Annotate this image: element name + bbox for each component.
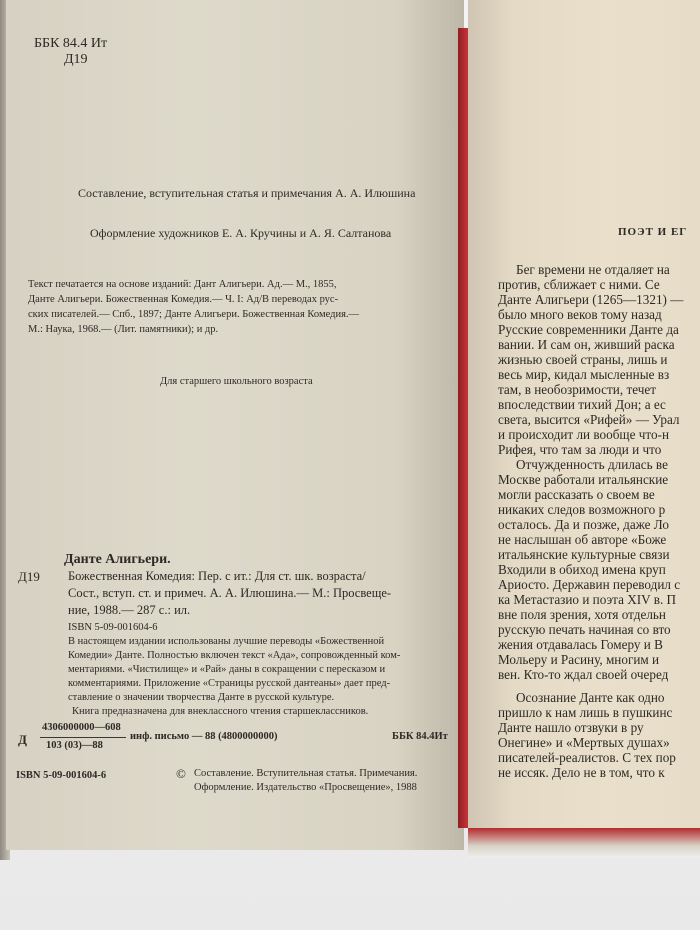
text-line: вании. И сам он, живший раска [498, 337, 675, 352]
text-line: ка Метастазио и поэта XIV в. П [498, 592, 677, 607]
text-line: против, сближает с ними. Се [498, 277, 660, 292]
text-line: пришло к нам лишь в пушкинс [498, 705, 673, 720]
formula-denominator: 103 (03)—88 [46, 740, 103, 751]
text-line: русскую печать начиная со вто [498, 622, 671, 637]
text-line: Бег времени не отдаляет на [516, 262, 670, 277]
chapter-heading: ПОЭТ И ЕГ [618, 226, 688, 238]
text-line: там, в необозримости, течет [498, 382, 656, 397]
text-line: не наслышан об авторе «Боже [498, 532, 667, 547]
text-line: Отчужденность длилась ве [516, 457, 668, 472]
text-line: никаких следов возможного р [498, 502, 666, 517]
text-line: вен. Кто-то ждал своей очеред [498, 667, 669, 682]
text-line: Входили в обиход имена круп [498, 562, 666, 577]
left-page [6, 0, 464, 850]
formula-info: инф. письмо — 88 (4800000000) [130, 731, 278, 742]
text-line: Мольеру и Расину, многим и [498, 652, 660, 667]
text-line: вне поля зрения, хотя отдельн [498, 607, 666, 622]
annotation-line: ментариями. «Чистилище» и «Рай» даны в сокращении с пересказом и [68, 664, 386, 675]
annotation-line: В настоящем издании использованы лучшие переводы «Божественной [68, 636, 385, 647]
text-line: Данте Алигьери (1265—1321) — [498, 292, 684, 307]
isbn-bottom: ISBN 5-09-001604-6 [16, 770, 107, 781]
source-note-line: М.: Наука, 1968.— (Лит. памятники); и др. [28, 324, 219, 335]
catalog-line: Божественная Комедия: Пер. с ит.: Для ст. шк. возраста/ [68, 569, 366, 583]
annotation-line: комментариями. Приложение «Страницы русской дантеаны» дает пред- [68, 678, 391, 689]
catalog-code: Д19 [18, 569, 40, 584]
copyright-line: Составление. Вступительная статья. Примечания. [194, 768, 418, 779]
text-line: было много веков тому назад [498, 307, 662, 322]
copyright-line: Оформление. Издательство «Просвещение», 1988 [194, 782, 417, 793]
catalog-isbn: ISBN 5-09-001604-6 [68, 622, 158, 633]
formula-letter: Д [18, 732, 27, 747]
text-line: весь мир, кидал мысленные вз [498, 367, 670, 382]
page-edge [468, 828, 700, 858]
index-code: Д19 [64, 52, 88, 67]
text-line: Осознание Данте как одно [516, 690, 665, 705]
audience-note: Для старшего школьного возраста [160, 376, 313, 387]
credit-compiler: Составление, вступительная статья и примечания А. А. Илюшина [78, 186, 416, 200]
text-line: впоследствии тихий Дон; а ес [498, 397, 666, 412]
text-line: Онегине» и «Мертвых душах» [498, 735, 670, 750]
catalog-line: ние, 1988.— 287 с.: ил. [68, 603, 191, 617]
formula-fraction-line [40, 737, 126, 738]
text-line: осталось. Да и позже, даже Ло [498, 517, 669, 532]
bbk-code: ББК 84.4 Ит [34, 36, 108, 51]
source-note-line: Текст печатается на основе изданий: Дант Алигьери. Ад.— М., 1855, [28, 279, 337, 290]
text-line: света, высится «Рифей» — Урал [498, 412, 680, 427]
text-line: итальянские культурные связи [498, 547, 670, 562]
text-line: Рифея, что там за люди и что [498, 442, 662, 457]
source-note-line: ских писателей.— Спб., 1897; Данте Алигьери. Божественная Комедия.— [28, 309, 360, 320]
text-line: и происходит ли вообще что-н [498, 427, 670, 442]
text-line: могли рассказать о своем ве [498, 487, 655, 502]
text-line: жения отдавалась Гомеру и В [498, 637, 663, 652]
text-line: Москве работали итальянские [498, 472, 669, 487]
annotation-line: Книга предназначена для внеклассного чтения старшеклассников. [72, 706, 369, 717]
catalog-line: Сост., вступ. ст. и примеч. А. А. Илюшина.— М.: Просвеще- [68, 586, 392, 600]
text-line: Ариосто. Державин переводил с [498, 577, 681, 592]
text-line: Данте нашло отзвуки в ру [498, 720, 644, 735]
copyright-symbol: © [176, 766, 186, 781]
source-note-line: Данте Алигьери. Божественная Комедия.— Ч. I: Ад/В переводах рус- [28, 294, 339, 305]
formula-numerator: 4306000000—608 [42, 722, 121, 733]
formula-bbk: ББК 84.4Ит [392, 731, 448, 742]
right-page [468, 0, 700, 830]
catalog-author: Данте Алигьери. [64, 552, 171, 567]
annotation-line: ставление о значении творчества Данте в русской культуре. [68, 692, 335, 703]
text-line: не иссяк. Дело не в том, что к [498, 765, 665, 780]
text-line: Русские современники Данте да [498, 322, 679, 337]
text-line: писателей-реалистов. С тех пор [498, 750, 676, 765]
annotation-line: Комедии» Данте. Полностью включен текст «Ада», сопровожденный ком- [68, 650, 401, 661]
credit-design: Оформление художников Е. А. Кручины и А. Я. Салтанова [90, 226, 392, 240]
text-line: жизнью своей страны, лишь и [498, 352, 668, 367]
